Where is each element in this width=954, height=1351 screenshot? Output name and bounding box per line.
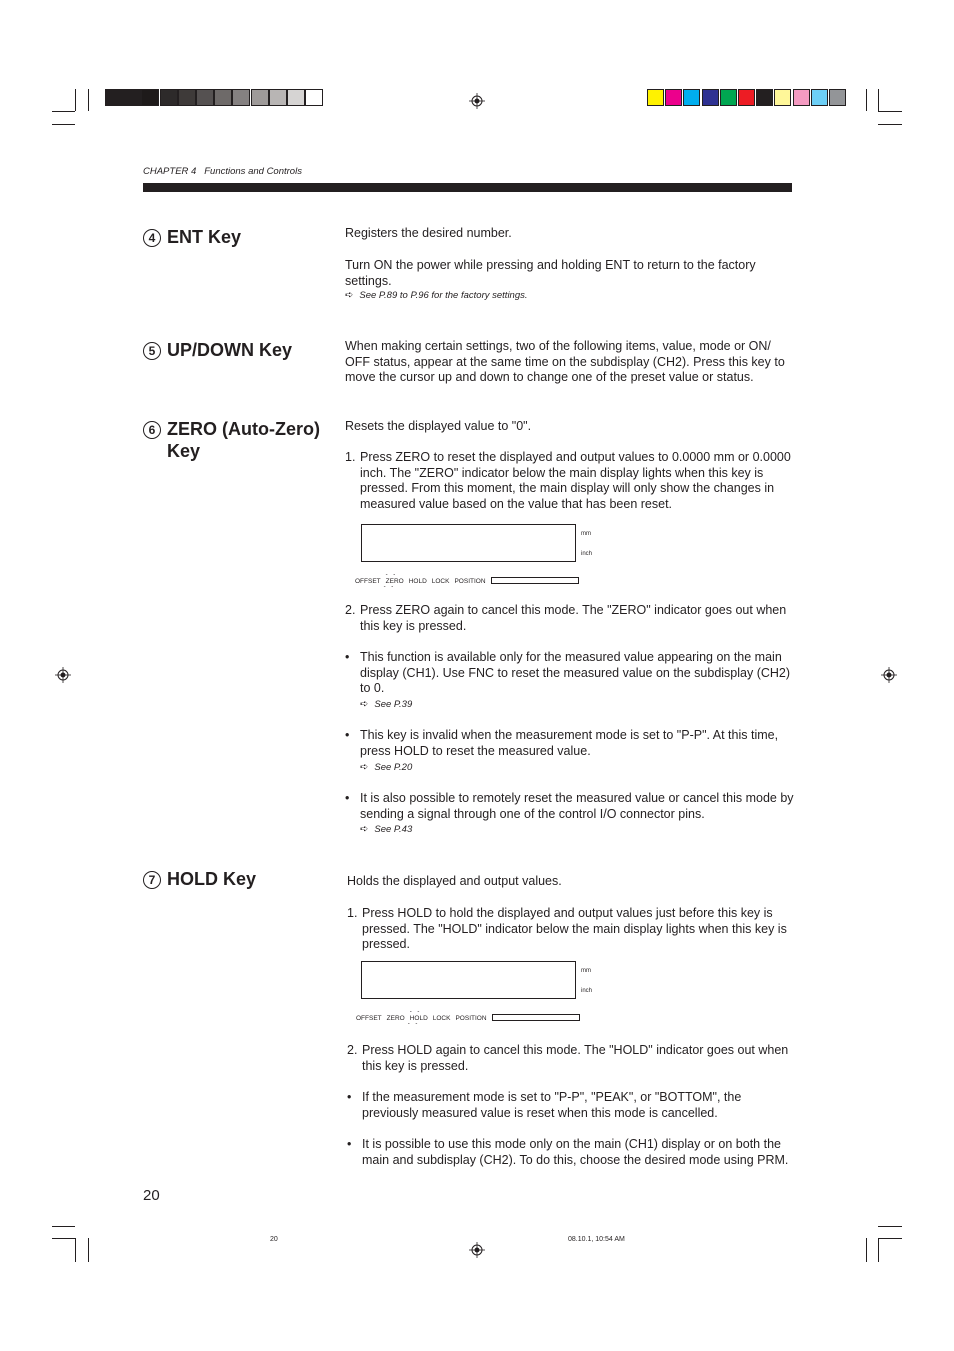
color-swatch	[123, 89, 141, 106]
indicator-offset: OFFSET	[356, 1015, 382, 1022]
section-heading-zero-key	[143, 418, 320, 462]
main-display-illustration	[361, 961, 576, 999]
section-number-badge: 7	[143, 871, 161, 889]
hold-key-intro: Holds the displayed and output values.	[347, 874, 562, 888]
section-number-badge: 4	[143, 229, 161, 247]
color-swatch	[811, 89, 828, 106]
color-swatch	[287, 89, 305, 106]
bullet-marker: •	[345, 650, 350, 664]
zero-bullet-1-reference	[360, 699, 412, 710]
page-number: 20	[143, 1187, 160, 1204]
color-swatch	[683, 89, 700, 106]
section-heading-up-down-key	[143, 339, 292, 361]
running-header	[143, 166, 302, 177]
color-swatch	[269, 89, 287, 106]
color-swatch	[196, 89, 214, 106]
registration-mark-left-icon	[55, 667, 71, 683]
indicator-zero: ZERO	[386, 1015, 405, 1022]
bullet-marker: •	[345, 728, 350, 742]
indicator-zero-lit: - - ZERO - -	[386, 578, 404, 585]
section-heading-ent-key	[143, 226, 241, 248]
reference-text: See P.43	[374, 824, 413, 835]
unit-mm-label: mm	[581, 968, 591, 974]
color-swatch	[232, 89, 250, 106]
section-number-badge: 5	[143, 342, 161, 360]
indicator-row	[356, 1014, 585, 1022]
bullet-text: If the measurement mode is set to "P-P", "PEAK", or "BOTTOM", the previously measured value is reset when this mode is cancelled.	[362, 1090, 742, 1120]
reference-arrow-icon: ➪	[360, 699, 369, 710]
step-text: Press HOLD again to cancel this mode. The "HOLD" indicator goes out when this key is pressed.	[362, 1043, 789, 1073]
color-swatch	[720, 89, 737, 106]
color-swatch	[702, 89, 719, 106]
color-swatch	[738, 89, 755, 106]
section-heading-hold-key	[143, 868, 256, 890]
indicator-offset: OFFSET	[355, 578, 381, 585]
zero-bullet-3-reference	[360, 824, 412, 835]
header-rule	[143, 183, 792, 192]
color-swatch	[829, 89, 846, 106]
color-swatch	[141, 89, 159, 106]
reference-text: See P.39	[374, 699, 413, 710]
unit-inch-label: inch	[581, 551, 593, 557]
indicator-position: POSITION	[455, 1015, 487, 1022]
bullet-marker: •	[345, 791, 350, 805]
color-swatch	[756, 89, 773, 106]
section-title-line2: Key	[167, 441, 201, 461]
up-down-key-description: When making certain settings, two of the following items, value, mode or ON/ OFF status, appear at the same time on the subdisplay (CH2). Press this key to move the cursor up and down to change one of the preset value or status.	[345, 339, 785, 385]
reference-arrow-icon: ➪	[360, 824, 369, 835]
chapter-label: CHAPTER 4	[143, 166, 197, 177]
color-swatch	[160, 89, 178, 106]
bullet-marker: •	[347, 1090, 352, 1104]
color-swatch	[178, 89, 196, 106]
registration-mark-right-icon	[881, 667, 897, 683]
chapter-title: Functions and Controls	[204, 166, 302, 177]
bullet-text: It is possible to use this mode only on the main (CH1) display or on both the main and subdisplay (CH2). To do this, choose the desired mode using PRM.	[362, 1137, 789, 1167]
section-number-badge: 6	[143, 421, 161, 439]
reference-text: See P.20	[374, 762, 413, 773]
ent-key-description: Registers the desired number.	[345, 226, 512, 240]
step-number: 1.	[347, 906, 358, 920]
color-swatch	[774, 89, 791, 106]
indicator-position: POSITION	[454, 578, 486, 585]
color-swatch	[793, 89, 810, 106]
reference-text: See P.89 to P.96 for the factory settings.	[359, 290, 528, 301]
ent-key-reference	[345, 290, 528, 301]
unit-mm-label: mm	[581, 531, 591, 537]
indicator-hold-lit: - - HOLD - -	[410, 1015, 428, 1022]
section-title-line1: ZERO (Auto-Zero)	[167, 419, 320, 439]
reference-arrow-icon: ➪	[345, 290, 354, 301]
color-swatch	[305, 89, 323, 106]
reference-arrow-icon: ➪	[360, 762, 369, 773]
bullet-text: It is also possible to remotely reset the measured value or cancel this mode by sending a signal through one of the control I/O connector pins.	[360, 791, 794, 821]
section-title: UP/DOWN Key	[167, 340, 293, 360]
step-text: Press ZERO again to cancel this mode. The "ZERO" indicator goes out when this key is pressed.	[360, 603, 787, 633]
main-display-illustration	[361, 524, 576, 562]
bullet-text: This key is invalid when the measurement mode is set to "P-P". At this time, press HOLD to reset the measured value.	[360, 728, 779, 758]
color-swatch	[251, 89, 269, 106]
zero-bullet-2-reference	[360, 762, 412, 773]
registration-mark-bottom-icon	[469, 1242, 485, 1258]
step-text: Press ZERO to reset the displayed and output values to 0.0000 mm or 0.0000 inch. The "ZERO" indicator below the main display lights when this key is pressed. From this moment, the main display will only show the changes in measured value based on the value that has been reset.	[360, 450, 791, 511]
indicator-lock: LOCK	[431, 578, 450, 585]
color-swatch	[214, 89, 232, 106]
step-number: 2.	[345, 603, 356, 617]
registration-mark-top-icon	[469, 93, 485, 109]
position-bar	[492, 1014, 580, 1021]
position-bar	[491, 577, 579, 584]
bullet-marker: •	[347, 1137, 352, 1151]
footer-slug-page: 20	[270, 1236, 278, 1243]
footer-timestamp: 08.10.1, 10:54 AM	[568, 1236, 625, 1243]
section-title: ENT Key	[167, 227, 242, 247]
color-swatch	[647, 89, 664, 106]
step-text: Press HOLD to hold the displayed and output values just before this key is pressed. The "HOLD" indicator below the main display lights when this key is pressed.	[362, 906, 787, 952]
ent-key-factory-reset-note: Turn ON the power while pressing and holding ENT to return to the factory settings.	[345, 258, 756, 288]
indicator-lock: LOCK	[432, 1015, 451, 1022]
step-number: 1.	[345, 450, 356, 464]
indicator-row	[355, 577, 584, 585]
step-number: 2.	[347, 1043, 358, 1057]
bullet-text: This function is available only for the measured value appearing on the main display (CH1). Use FNC to reset the measured value on the subdisplay (CH2) to 0.	[360, 650, 791, 696]
indicator-hold: HOLD	[408, 578, 427, 585]
color-swatch	[665, 89, 682, 106]
unit-inch-label: inch	[581, 988, 593, 994]
section-title: HOLD Key	[167, 869, 257, 889]
zero-key-intro: Resets the displayed value to "0".	[345, 419, 532, 433]
color-swatch	[105, 89, 123, 106]
